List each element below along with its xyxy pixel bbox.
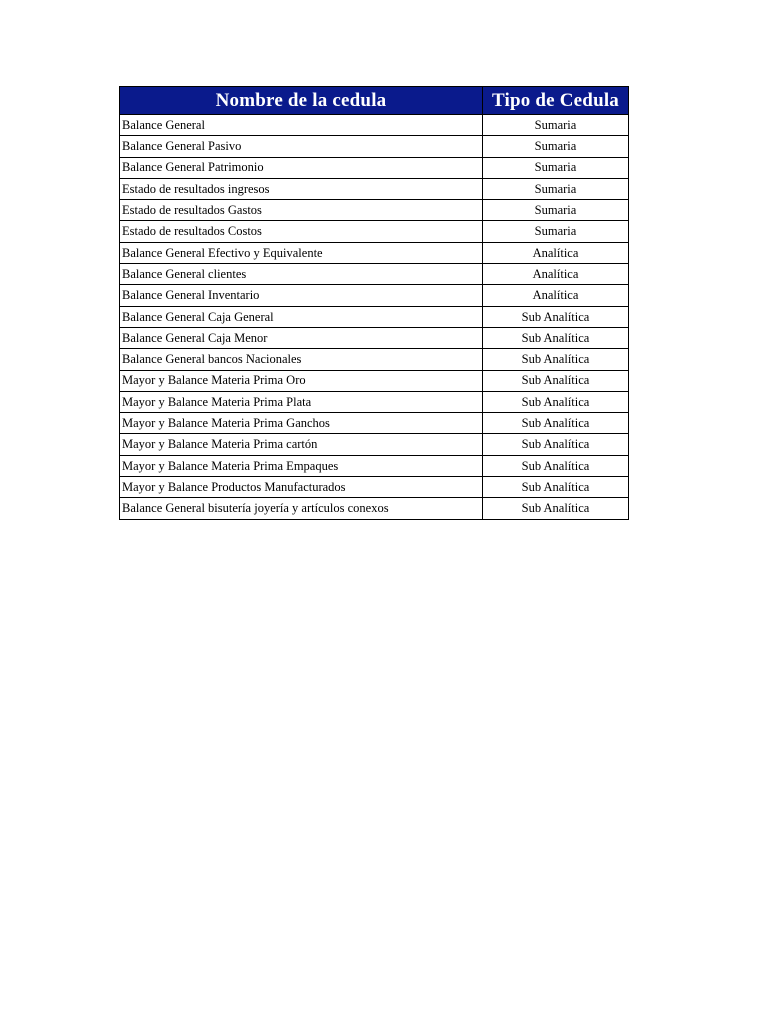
cedula-name-cell: Balance General bisutería joyería y artículos conexos (120, 498, 483, 519)
table-row (120, 391, 629, 412)
table-row (120, 477, 629, 498)
cedula-type-cell: Sumaria (483, 178, 629, 199)
cedula-type-cell: Sub Analítica (483, 455, 629, 476)
cedula-type-cell: Sub Analítica (483, 391, 629, 412)
cedula-type-cell: Sub Analítica (483, 370, 629, 391)
table-row (120, 136, 629, 157)
cedula-name-cell: Mayor y Balance Materia Prima Ganchos (120, 413, 483, 434)
table-row (120, 413, 629, 434)
table-row (120, 264, 629, 285)
cedula-type-cell: Sub Analítica (483, 306, 629, 327)
cedula-sheet (119, 86, 629, 520)
cedula-name-cell: Mayor y Balance Materia Prima Empaques (120, 455, 483, 476)
cedula-type-cell: Sub Analítica (483, 413, 629, 434)
cedula-type-cell: Analítica (483, 285, 629, 306)
cedula-type-cell: Sub Analítica (483, 349, 629, 370)
cedula-name-cell: Mayor y Balance Materia Prima Oro (120, 370, 483, 391)
cedula-type-cell: Sumaria (483, 115, 629, 136)
cedula-name-cell: Balance General Efectivo y Equivalente (120, 242, 483, 263)
cedula-name-cell: Estado de resultados ingresos (120, 178, 483, 199)
cedula-name-cell: Estado de resultados Gastos (120, 200, 483, 221)
table-row (120, 306, 629, 327)
cedula-name-cell: Mayor y Balance Materia Prima Plata (120, 391, 483, 412)
column-header-type: Tipo de Cedula (483, 87, 629, 115)
table-row (120, 221, 629, 242)
cedula-type-cell: Analítica (483, 264, 629, 285)
cedula-name-cell: Balance General Caja General (120, 306, 483, 327)
cedula-name-cell: Mayor y Balance Productos Manufacturados (120, 477, 483, 498)
table-row (120, 285, 629, 306)
table-row (120, 349, 629, 370)
cedula-name-cell: Balance General clientes (120, 264, 483, 285)
cedula-name-cell: Mayor y Balance Materia Prima cartón (120, 434, 483, 455)
table-row (120, 178, 629, 199)
cedula-name-cell: Estado de resultados Costos (120, 221, 483, 242)
table-row (120, 498, 629, 519)
column-header-name: Nombre de la cedula (120, 87, 483, 115)
table-header-row (120, 87, 629, 115)
cedula-type-cell: Sub Analítica (483, 327, 629, 348)
cedula-type-cell: Analítica (483, 242, 629, 263)
cedula-type-cell: Sumaria (483, 157, 629, 178)
cedula-type-cell: Sub Analítica (483, 477, 629, 498)
cedula-type-cell: Sub Analítica (483, 498, 629, 519)
cedula-type-cell: Sumaria (483, 221, 629, 242)
table-row (120, 455, 629, 476)
cedula-name-cell: Balance General Pasivo (120, 136, 483, 157)
cedula-name-cell: Balance General Inventario (120, 285, 483, 306)
cedula-type-cell: Sumaria (483, 200, 629, 221)
cedula-type-cell: Sub Analítica (483, 434, 629, 455)
cedula-name-cell: Balance General (120, 115, 483, 136)
cedula-name-cell: Balance General bancos Nacionales (120, 349, 483, 370)
table-row (120, 434, 629, 455)
table-row (120, 200, 629, 221)
table-row (120, 115, 629, 136)
cedula-table (119, 86, 629, 520)
cedula-name-cell: Balance General Caja Menor (120, 327, 483, 348)
cedula-type-cell: Sumaria (483, 136, 629, 157)
table-row (120, 370, 629, 391)
table-body (120, 115, 629, 520)
table-row (120, 327, 629, 348)
cedula-name-cell: Balance General Patrimonio (120, 157, 483, 178)
table-row (120, 242, 629, 263)
table-row (120, 157, 629, 178)
